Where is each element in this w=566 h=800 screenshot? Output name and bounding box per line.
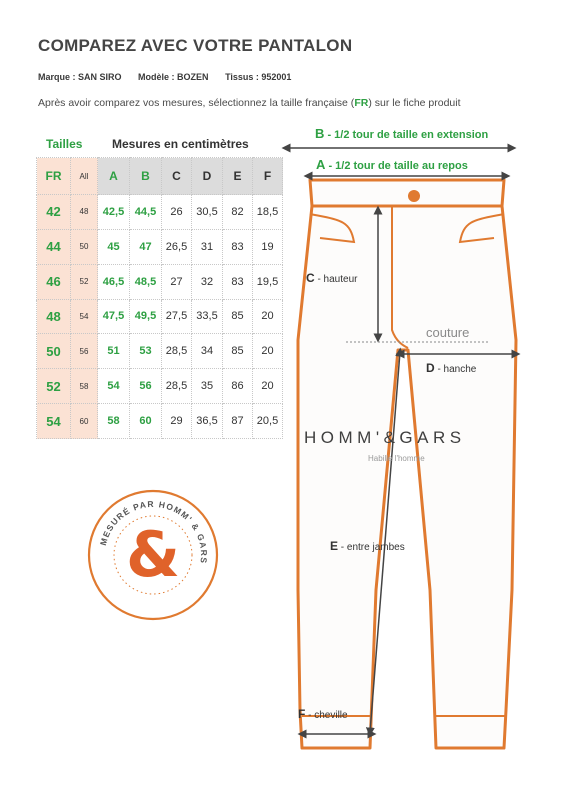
col-header-a: A	[98, 158, 130, 195]
col-header-f: F	[253, 158, 283, 195]
page-title: COMPAREZ AVEC VOTRE PANTALON	[38, 36, 353, 55]
cell-fr: 54	[37, 404, 71, 439]
label-e: E - entre jambes	[330, 539, 405, 553]
cell-f: 18,5	[253, 195, 283, 230]
table-row	[37, 404, 283, 439]
cell-e: 83	[223, 264, 253, 299]
col-header-e: E	[223, 158, 253, 195]
table-row	[37, 299, 283, 334]
cell-all: 54	[71, 299, 98, 334]
cell-d: 35	[192, 369, 223, 404]
cell-d: 33,5	[192, 299, 223, 334]
cell-fr: 48	[37, 299, 71, 334]
cell-a: 45	[98, 229, 130, 264]
cell-a: 51	[98, 334, 130, 369]
table-header-row	[37, 158, 283, 195]
cell-c: 27,5	[162, 299, 192, 334]
intro-text: Après avoir comparez vos mesures, sélectionnez la taille française (FR) sur le fiche produit	[38, 97, 461, 109]
cell-a: 46,5	[98, 264, 130, 299]
label-f: F - cheville	[298, 707, 348, 721]
couture-label: couture	[426, 325, 470, 340]
brand-field: Marque : SAN SIRO	[38, 72, 122, 82]
cell-d: 32	[192, 264, 223, 299]
col-header-b: B	[130, 158, 162, 195]
cell-c: 28,5	[162, 369, 192, 404]
cell-c: 26	[162, 195, 192, 230]
measured-by-stamp	[86, 488, 220, 622]
cell-b: 53	[130, 334, 162, 369]
cell-c: 26,5	[162, 229, 192, 264]
brand-wordmark: HOMM'&GARS	[304, 428, 466, 447]
cell-fr: 42	[37, 195, 71, 230]
col-header-all: All	[71, 158, 98, 195]
cell-d: 30,5	[192, 195, 223, 230]
cell-b: 48,5	[130, 264, 162, 299]
cell-b: 60	[130, 404, 162, 439]
cell-fr: 44	[37, 229, 71, 264]
label-b: B - 1/2 tour de taille en extension	[315, 126, 489, 141]
cell-f: 20	[253, 299, 283, 334]
cell-a: 58	[98, 404, 130, 439]
cell-all: 58	[71, 369, 98, 404]
pants-outline	[298, 180, 516, 748]
cell-fr: 52	[37, 369, 71, 404]
table-row	[37, 264, 283, 299]
cell-d: 34	[192, 334, 223, 369]
table-row	[37, 195, 283, 230]
cell-all: 52	[71, 264, 98, 299]
ampersand-logo: &	[125, 518, 181, 591]
table-row	[37, 334, 283, 369]
mesures-heading: Mesures en centimètres	[112, 137, 249, 151]
fabric-field: Tissus : 952001	[225, 72, 292, 82]
label-d: D - hanche	[426, 361, 477, 375]
cell-a: 54	[98, 369, 130, 404]
cell-e: 87	[223, 404, 253, 439]
cell-all: 60	[71, 404, 98, 439]
label-c: C - hauteur	[306, 271, 358, 285]
cell-b: 47	[130, 229, 162, 264]
cell-c: 29	[162, 404, 192, 439]
cell-b: 44,5	[130, 195, 162, 230]
cell-e: 83	[223, 229, 253, 264]
cell-fr: 50	[37, 334, 71, 369]
cell-all: 56	[71, 334, 98, 369]
cell-d: 36,5	[192, 404, 223, 439]
tailles-heading: Tailles	[46, 137, 83, 151]
cell-e: 82	[223, 195, 253, 230]
fr-highlight: FR	[354, 97, 369, 109]
cell-a: 47,5	[98, 299, 130, 334]
cell-f: 20	[253, 334, 283, 369]
table-row	[37, 229, 283, 264]
cell-all: 50	[71, 229, 98, 264]
cell-e: 86	[223, 369, 253, 404]
button-icon	[408, 190, 420, 202]
brand-tagline: Habille l'homme	[368, 454, 425, 463]
label-a: A - 1/2 tour de taille au repos	[316, 157, 468, 172]
cell-b: 56	[130, 369, 162, 404]
cell-f: 19,5	[253, 264, 283, 299]
cell-e: 85	[223, 299, 253, 334]
cell-c: 28,5	[162, 334, 192, 369]
product-meta	[38, 72, 305, 82]
cell-fr: 46	[37, 264, 71, 299]
cell-e: 85	[223, 334, 253, 369]
col-header-c: C	[162, 158, 192, 195]
col-header-d: D	[192, 158, 223, 195]
model-field: Modèle : BOZEN	[138, 72, 209, 82]
stamp-ring-text: MESURÉ PAR HOMM' & GARS	[97, 498, 210, 565]
size-table	[36, 157, 283, 439]
cell-d: 31	[192, 229, 223, 264]
cell-b: 49,5	[130, 299, 162, 334]
cell-f: 19	[253, 229, 283, 264]
col-header-fr: FR	[37, 158, 71, 195]
cell-f: 20,5	[253, 404, 283, 439]
cell-all: 48	[71, 195, 98, 230]
table-row	[37, 369, 283, 404]
cell-f: 20	[253, 369, 283, 404]
cell-a: 42,5	[98, 195, 130, 230]
cell-c: 27	[162, 264, 192, 299]
